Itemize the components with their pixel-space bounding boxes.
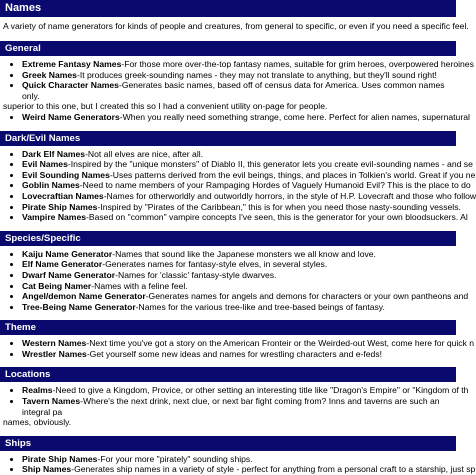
generator-link[interactable]: Realms <box>22 385 53 396</box>
generator-description: -Not all elves are nice, after all. <box>85 148 204 159</box>
generator-description: -Generates ship names in a variety of style - perfect for anything from a personal craft to a starship, just sp <box>71 464 476 475</box>
list-item <box>22 291 469 302</box>
sections-container <box>0 41 476 475</box>
generator-link[interactable]: Angel/demon Name Generator <box>22 291 146 302</box>
list-item <box>22 169 476 181</box>
generator-link[interactable]: Vampire Names <box>22 212 87 223</box>
generator-link[interactable]: Kaiju Name Generator <box>22 248 113 259</box>
generator-description: -Inspired by the "unique monsters" of Diablo II, this generator lets you create evil-sounding names - and se <box>67 159 473 170</box>
generator-description: -For those more over-the-top fantasy names, suitable for grim heroes, overpowered heroines <box>121 59 474 69</box>
generator-description-continued: superior to this one, but I created this so I had a convenient utility on-page for people. <box>3 101 328 112</box>
generator-link[interactable]: Evil Sounding Names <box>22 169 110 180</box>
list-item <box>22 464 476 475</box>
section-header-general: General <box>0 41 456 56</box>
generator-description: -For your more "pirately" sounding ships. <box>97 453 253 464</box>
list-item <box>22 111 470 123</box>
list-item <box>22 190 476 202</box>
generator-link[interactable]: Tavern Names <box>22 396 81 407</box>
generator-link[interactable]: Lovecraftian Names <box>22 190 104 201</box>
generator-link[interactable]: Pirate Ship Names <box>22 201 98 212</box>
list-item <box>22 302 456 313</box>
generator-link[interactable]: Dark Elf Names <box>22 148 86 159</box>
generator-description: -Get yourself some new ideas and names for wrestling characters and e-feds! <box>86 348 383 359</box>
generator-description: -Generates basic names, based off of census data for America. Uses common names only. <box>22 80 445 101</box>
generator-link[interactable]: Greek Names <box>22 69 77 80</box>
generator-description-continued: names, obviously. <box>3 417 72 428</box>
generator-description: -Generates names for angels and demons for characters or your own pantheons and <box>145 291 469 302</box>
list-item <box>22 149 456 160</box>
list-item <box>22 259 456 270</box>
generator-link[interactable]: Western Names <box>22 338 87 349</box>
generator-link[interactable]: Elf Name Generator <box>22 259 103 270</box>
generator-link[interactable]: Wrestler Names <box>22 348 87 359</box>
generator-list <box>0 453 476 475</box>
generator-link[interactable]: Ship Names <box>22 464 72 475</box>
page-intro: A variety of name generators for kinds of people and creatures, from general to specific, or even if you need a specific feel. <box>3 21 469 31</box>
generator-link[interactable]: Weird Name Generators <box>22 111 120 122</box>
section-header-locations: Locations <box>0 367 456 382</box>
list-item <box>22 349 456 360</box>
generator-list <box>0 148 476 223</box>
generator-description: -Inspired by "Pirates of the Caribbean," this is for when you need those nasty-sounding vessels. <box>97 201 461 212</box>
list-item <box>22 249 456 260</box>
section-header-theme: Theme <box>0 320 456 335</box>
list-item <box>22 281 456 292</box>
generator-list <box>0 248 469 313</box>
list-item <box>22 70 456 81</box>
generator-description: -Names for 'classic' fantasy-style dwarves. <box>115 269 277 280</box>
list-item <box>22 212 468 223</box>
generator-description: -Need to give a Kingdom, Provice, or other setting an interesting title like "Dragon's Empire" or "Kingdom of th <box>52 385 469 396</box>
generator-description: -Where's the next drink, next clue, or next bar fight coming from? Inns and taverns are such an integral pa <box>22 396 440 417</box>
section-header-species-specific: Species/Specific <box>0 231 456 246</box>
generator-link[interactable]: Pirate Ship Names <box>22 453 98 464</box>
generator-description: -Need to name members of your Rampaging Hordes of Vaguely Humanoid Evil? This is the place to do <box>79 180 471 191</box>
generator-list <box>0 338 475 359</box>
generator-description: -Names with a feline feel. <box>91 280 188 291</box>
generator-link[interactable]: Extreme Fantasy Names <box>22 59 122 69</box>
list-item <box>22 338 475 349</box>
list-item <box>22 159 473 170</box>
generator-list <box>0 385 469 428</box>
generator-link[interactable]: Cat Being Namer <box>22 280 92 291</box>
section-header-ships: Ships <box>0 436 456 451</box>
generator-link[interactable]: Dwarf Name Generator <box>22 269 116 280</box>
generator-link[interactable]: Evil Names <box>22 159 68 170</box>
generator-link[interactable]: Goblin Names <box>22 180 80 191</box>
generator-description: -Names for otherworldly and outworldly horrors, in the style of H.P. Lovecraft and those who follow <box>103 190 476 201</box>
generator-description: -It produces greek-sounding names - they may not translate to anything, but they'll sound right! <box>76 69 437 80</box>
list-item <box>22 270 456 281</box>
list-item <box>22 59 474 70</box>
generator-list <box>0 59 474 123</box>
generator-description: -Generates names for fantasy-style elves, in several styles. <box>102 259 328 270</box>
generator-description: -Based on "common" vampire concepts I've seen, this is the generator for your own bloodsuckers. Al <box>86 212 468 223</box>
generator-description: -When you really need something strange, come here. Perfect for alien names, supernatural <box>119 111 470 122</box>
generator-description: -Uses patterns derived from the evil beings, things, and places in Tolkien's world. Great if you ne <box>109 169 476 180</box>
generator-description: -Names for the various tree-like and tree-based beings of fantasy. <box>135 301 385 312</box>
section-header-dark-evil-names: Dark/Evil Names <box>0 131 456 146</box>
generator-link[interactable]: Quick Character Names <box>22 80 119 91</box>
list-item <box>3 396 456 428</box>
list-item <box>3 80 456 112</box>
list-item <box>22 385 469 396</box>
generator-link[interactable]: Tree-Being Name Generator <box>22 301 136 312</box>
list-item <box>22 180 471 191</box>
page-title: Names <box>0 0 456 17</box>
generator-description: -Names that sound like the Japanese monsters we all know and love. <box>112 248 376 259</box>
list-item <box>22 454 456 465</box>
list-item <box>22 201 461 213</box>
generator-description: -Next time you've got a story on the American Fronteir or the Weirded-out West, come here for quick n <box>86 338 475 349</box>
